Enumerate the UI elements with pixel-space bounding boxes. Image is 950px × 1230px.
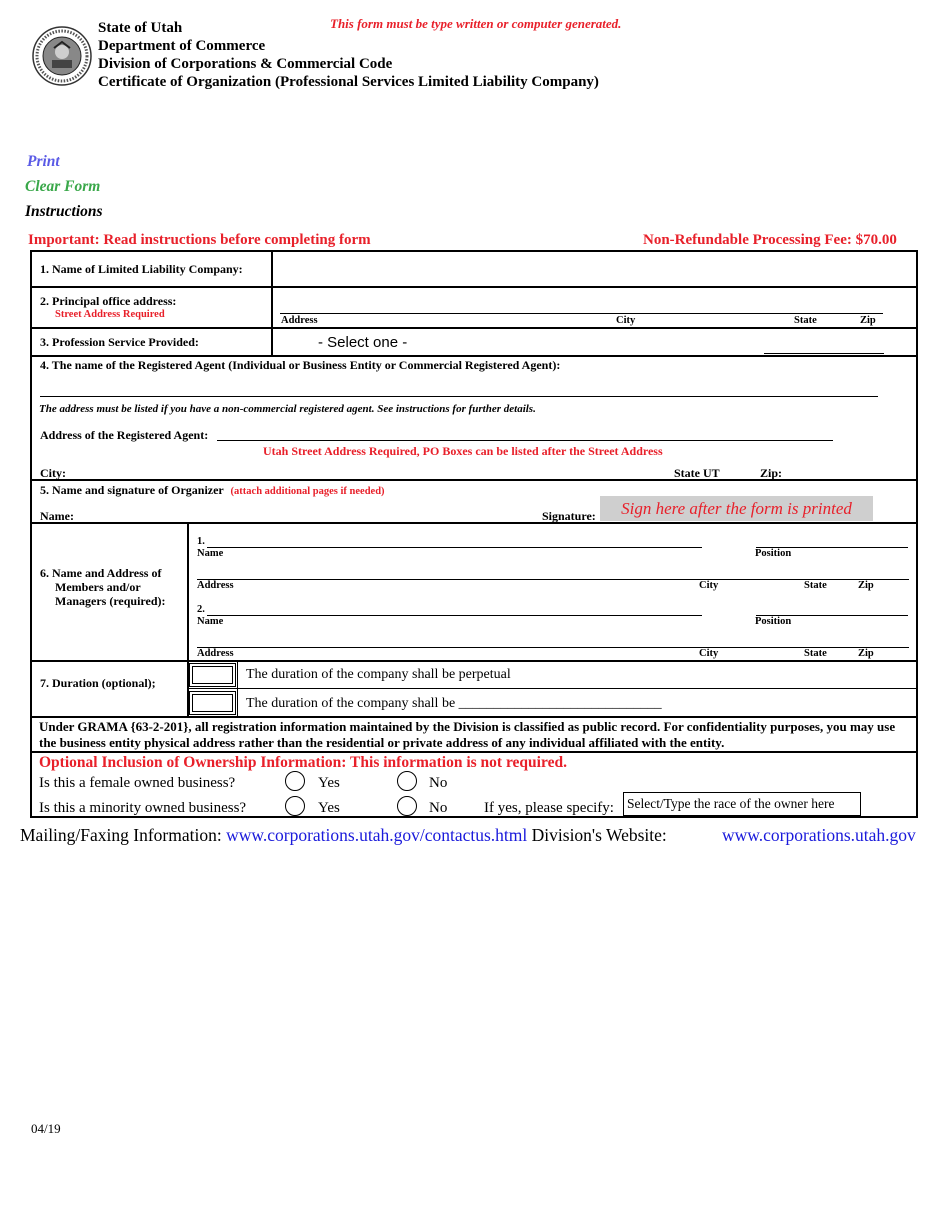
principal-city-caption: City [616,315,636,326]
state-seal-icon [32,26,92,86]
duration-term-checkbox[interactable] [189,691,236,715]
member1-city-caption: City [699,580,719,591]
principal-zip-caption: Zip [860,315,876,326]
organizer-label-text: 5. Name and signature of Organizer [40,483,224,497]
important-note: Important: Read instructions before completing form [28,232,371,248]
division-website-link[interactable]: www.corporations.utah.gov [722,825,916,845]
typewritten-notice: This form must be type written or computer generated. [330,16,622,31]
minority-no-label: No [429,800,448,816]
form-version: 04/19 [31,1121,61,1136]
registered-agent-input[interactable] [40,376,878,396]
member2-address-caption: Address [197,648,234,659]
member2-city-caption: City [699,648,719,659]
member2-name-input[interactable] [207,598,702,615]
header-state: State of Utah [98,20,183,36]
website-label: Division's Website: [531,825,667,845]
member1-number: 1. [197,536,205,547]
minority-owned-question: Is this a minority owned business? [39,800,247,816]
member1-name-caption: Name [197,548,224,559]
instructions-link[interactable]: Instructions [25,203,103,220]
agent-address-note: The address must be listed if you have a non-commercial registered agent. See instructions for further details. [39,403,536,415]
duration-perpetual-text: The duration of the company shall be perpetual [246,667,511,682]
member2-state-caption: State [804,648,827,659]
agent-city-label: City: [40,466,66,480]
female-no-radio[interactable] [397,771,417,791]
agent-city-input[interactable] [70,462,660,478]
signature-box[interactable] [600,496,873,521]
organizer-label [40,483,385,498]
female-yes-radio[interactable] [285,771,305,791]
agent-address-input[interactable] [217,424,833,440]
header-department: Department of Commerce [98,38,266,54]
organizer-name-input[interactable] [80,504,520,520]
member2-number: 2. [197,604,205,615]
member1-zip-caption: Zip [858,580,874,591]
member1-position-caption: Position [755,548,792,559]
header-form-title: Certificate of Organization (Professional Services Limited Liability Company) [98,74,599,90]
specify-label: If yes, please specify: [484,800,614,816]
agent-zip-input[interactable] [784,462,904,478]
agent-zip-label: Zip: [760,466,783,480]
minority-yes-radio[interactable] [285,796,305,816]
llc-name-input[interactable] [276,254,914,284]
members-label-line1: 6. Name and Address of [40,566,162,580]
member1-name-input[interactable] [207,530,702,547]
registered-agent-label: 4. The name of the Registered Agent (Individual or Business Entity or Commercial Registered Agent): [40,358,561,372]
female-no-label: No [429,775,448,791]
duration-perpetual-checkbox[interactable] [189,663,236,687]
print-link[interactable]: Print [27,153,60,170]
profession-service-select[interactable]: - Select one - [318,334,408,351]
optional-ownership-heading: Optional Inclusion of Ownership Information: This information is not required. [39,754,567,771]
organizer-sublabel: (attach additional pages if needed) [230,486,385,497]
member2-zip-caption: Zip [858,648,874,659]
contact-us-link[interactable]: www.corporations.utah.gov/contactus.html [226,825,528,845]
member1-position-input[interactable] [756,530,908,547]
member1-address-caption: Address [197,580,234,591]
members-label [40,566,166,608]
minority-yes-label: Yes [318,800,340,816]
principal-address-caption: Address [281,315,318,326]
agent-state-label: State UT [674,466,720,480]
member2-name-caption: Name [197,616,224,627]
member2-position-caption: Position [755,616,792,627]
members-label-line2: Members and/or [55,580,141,594]
duration-term-text: The duration of the company shall be _____________________________ [246,696,662,711]
street-address-required: Street Address Required [55,309,165,320]
utah-street-required: Utah Street Address Required, PO Boxes can be listed after the Street Address [263,444,663,458]
member2-position-input[interactable] [756,598,908,615]
signature-label: Signature: [542,509,596,523]
organizer-name-label: Name: [40,509,74,523]
minority-no-radio[interactable] [397,796,417,816]
members-label-line3: Managers (required): [55,594,166,608]
duration-label: 7. Duration (optional); [40,676,156,690]
mailing-label: Mailing/Faxing Information: [20,825,222,845]
clear-form-link[interactable]: Clear Form [25,178,101,195]
agent-address-label: Address of the Registered Agent: [40,428,209,442]
female-yes-label: Yes [318,775,340,791]
header-division: Division of Corporations & Commercial Code [98,56,393,72]
member1-state-caption: State [804,580,827,591]
member2-address-input[interactable] [197,630,909,647]
principal-address-input[interactable] [280,292,883,313]
footer-links [20,825,667,846]
processing-fee: Non-Refundable Processing Fee: $70.00 [643,232,897,248]
llc-name-label: 1. Name of Limited Liability Company: [40,262,243,276]
principal-state-caption: State [794,315,817,326]
profession-service-label: 3. Profession Service Provided: [40,335,199,349]
grama-notice: Under GRAMA {63-2-201}, all registration information maintained by the Division is classified as public record. For confidentiality purposes, you may use the business entity physical address rather than the residential or private address of any individual affiliated with the entity. [39,719,896,750]
owner-race-combobox[interactable]: Select/Type the race of the owner here [623,792,861,816]
female-owned-question: Is this a female owned business? [39,775,236,791]
member1-address-input[interactable] [197,562,909,579]
signature-placeholder: Sign here after the form is printed [621,499,852,518]
principal-office-label: 2. Principal office address: [40,294,177,308]
